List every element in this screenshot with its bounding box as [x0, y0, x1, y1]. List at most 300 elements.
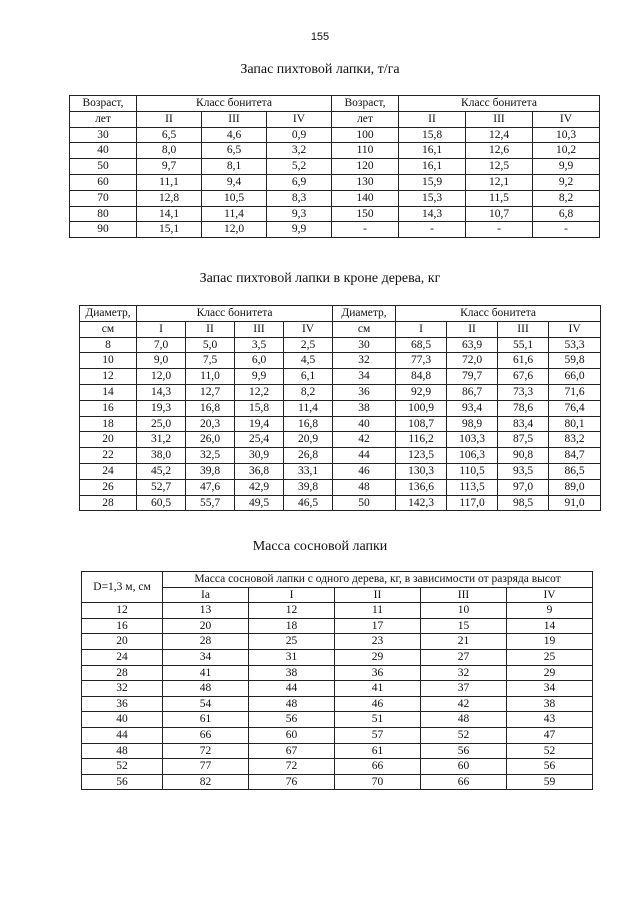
table-cell: 140	[332, 190, 399, 206]
fir-branch-stock-body	[70, 127, 600, 238]
table-row	[70, 127, 600, 143]
table-cell: 59,8	[549, 353, 601, 369]
table-cell: 11,1	[137, 174, 202, 190]
table-cell: 19	[507, 634, 593, 650]
class-header: I	[396, 321, 447, 337]
table-cell: 50	[70, 159, 137, 175]
table-cell: 25,4	[235, 432, 284, 448]
table-1-title: Запас пихтовой лапки, т/га	[240, 62, 400, 77]
table-row	[80, 495, 601, 511]
table-cell: 9,9	[533, 159, 600, 175]
class-header: II	[186, 321, 235, 337]
pine-branch-mass-body	[82, 603, 593, 790]
table-cell: 14	[507, 618, 593, 634]
table-row	[70, 159, 600, 175]
table-cell: 56	[507, 759, 593, 775]
table-cell: 12,0	[137, 369, 186, 385]
diameter-header: D=1,3 м, см	[82, 572, 163, 603]
class-header: Ia	[163, 587, 249, 603]
table-cell: 91,0	[549, 495, 601, 511]
class-header: IV	[507, 587, 593, 603]
table-cell: 60,5	[137, 495, 186, 511]
table-row	[82, 743, 593, 759]
table-cell: 21	[421, 634, 507, 650]
table-cell: 8,2	[533, 190, 600, 206]
class-header: III	[202, 111, 267, 127]
page-number: 155	[310, 31, 330, 43]
table-cell: 67	[249, 743, 335, 759]
table-cell: 61,6	[498, 353, 549, 369]
table-cell: 45,2	[137, 463, 186, 479]
table-cell: 42	[333, 432, 396, 448]
table-cell: 83,2	[549, 432, 601, 448]
table-cell: 113,5	[447, 479, 498, 495]
table-cell: 20,3	[186, 416, 235, 432]
table-cell: 26	[80, 479, 137, 495]
height-class-group-header: Масса сосновой лапки с одного дерева, кг, в зависимости от разряда высот	[163, 572, 593, 588]
table-cell: 20	[82, 634, 163, 650]
table-cell: 40	[333, 416, 396, 432]
class-header: IV	[284, 321, 333, 337]
table-cell: 36	[335, 665, 421, 681]
age-header-right-line1: Возраст,	[332, 96, 399, 112]
table-cell: 30	[70, 127, 137, 143]
table-cell: 14	[80, 384, 137, 400]
table-cell: 9,9	[235, 369, 284, 385]
table-row	[80, 416, 601, 432]
table-row	[82, 681, 593, 697]
table-cell: 14,1	[137, 206, 202, 222]
table-cell: 41	[335, 681, 421, 697]
table-cell: 87,5	[498, 432, 549, 448]
table-cell: 63,9	[447, 337, 498, 353]
table-cell: 7,0	[137, 337, 186, 353]
table-cell: 44	[82, 727, 163, 743]
table-cell: 46,5	[284, 495, 333, 511]
table-cell: 26,0	[186, 432, 235, 448]
table-cell: 31	[249, 649, 335, 665]
class-header: II	[399, 111, 466, 127]
site-class-group-header-right: Класс бонитета	[396, 306, 601, 322]
table-row	[80, 448, 601, 464]
pine-branch-mass-table	[81, 571, 593, 790]
table-cell: 16	[82, 618, 163, 634]
table-cell: 68,5	[396, 337, 447, 353]
table-cell: 13	[163, 603, 249, 619]
table-cell: 3,2	[267, 143, 332, 159]
table-cell: 71,6	[549, 384, 601, 400]
table-row	[80, 353, 601, 369]
table-cell: 117,0	[447, 495, 498, 511]
table-cell: 56	[82, 774, 163, 790]
table-cell: 4,6	[202, 127, 267, 143]
table-cell: 6,8	[533, 206, 600, 222]
table-cell: 38	[507, 696, 593, 712]
table-cell: 54	[163, 696, 249, 712]
table-cell: 76	[249, 774, 335, 790]
table-cell: 44	[249, 681, 335, 697]
table-cell: 12,4	[466, 127, 533, 143]
table-cell: 12	[82, 603, 163, 619]
table-cell: 11,0	[186, 369, 235, 385]
table-cell: 0,9	[267, 127, 332, 143]
table-cell: 42,9	[235, 479, 284, 495]
table-cell: 97,0	[498, 479, 549, 495]
table-cell: 27	[421, 649, 507, 665]
table-cell: 25	[507, 649, 593, 665]
table-cell: 7,5	[186, 353, 235, 369]
table-cell: 8,1	[202, 159, 267, 175]
class-header: IV	[267, 111, 332, 127]
table-cell: 10	[80, 353, 137, 369]
table-cell: 12	[80, 369, 137, 385]
table-cell: 90	[70, 222, 137, 238]
diameter-header-right-line2: см	[333, 321, 396, 337]
table-cell: 34	[507, 681, 593, 697]
table-cell: 12,5	[466, 159, 533, 175]
table-cell: 28	[80, 495, 137, 511]
table-cell: 39,8	[186, 463, 235, 479]
diameter-header-left-line2: см	[80, 321, 137, 337]
table-cell: 78,6	[498, 400, 549, 416]
table-cell: 46	[333, 463, 396, 479]
table-cell: 66	[421, 774, 507, 790]
table-cell: 29	[335, 649, 421, 665]
table-cell: 70	[70, 190, 137, 206]
class-header: IV	[533, 111, 600, 127]
table-2-title: Запас пихтовой лапки в кроне дерева, кг	[199, 271, 441, 286]
table-cell: 120	[332, 159, 399, 175]
class-header: III	[466, 111, 533, 127]
table-cell: 38,0	[137, 448, 186, 464]
table-cell: 130	[332, 174, 399, 190]
table-cell: 76,4	[549, 400, 601, 416]
table-cell: 73,3	[498, 384, 549, 400]
table-cell: 15,3	[399, 190, 466, 206]
table-cell: 32	[421, 665, 507, 681]
table-cell: 36,8	[235, 463, 284, 479]
table-cell: 9	[507, 603, 593, 619]
class-header: II	[447, 321, 498, 337]
table-cell: 106,3	[447, 448, 498, 464]
class-header: III	[498, 321, 549, 337]
table-cell: 6,9	[267, 174, 332, 190]
site-class-group-header-left: Класс бонитета	[137, 96, 332, 112]
table-cell: 48	[249, 696, 335, 712]
table-cell: 80,1	[549, 416, 601, 432]
fir-branch-crown-table	[79, 305, 601, 511]
class-header: II	[335, 587, 421, 603]
table-cell: 34	[333, 369, 396, 385]
table-cell: 61	[335, 743, 421, 759]
table-cell: 60	[70, 174, 137, 190]
table-cell: 19,4	[235, 416, 284, 432]
table-cell: 100,9	[396, 400, 447, 416]
table-row	[82, 727, 593, 743]
table-cell: -	[466, 222, 533, 238]
table-row	[80, 479, 601, 495]
table-cell: 16,8	[186, 400, 235, 416]
table-cell: 52	[507, 743, 593, 759]
table-row	[82, 618, 593, 634]
table-cell: 16,1	[399, 159, 466, 175]
table-cell: 48	[421, 712, 507, 728]
table-cell: 8,2	[284, 384, 333, 400]
table-cell: -	[399, 222, 466, 238]
table-cell: 103,3	[447, 432, 498, 448]
table-cell: 11,4	[202, 206, 267, 222]
table-cell: 56	[421, 743, 507, 759]
table-cell: 12,7	[186, 384, 235, 400]
table-cell: 46	[335, 696, 421, 712]
table-row	[80, 432, 601, 448]
class-header: I	[137, 321, 186, 337]
table-cell: 38	[333, 400, 396, 416]
table-cell: 36	[82, 696, 163, 712]
table-cell: 15,9	[399, 174, 466, 190]
table-cell: 51	[335, 712, 421, 728]
table-cell: 77,3	[396, 353, 447, 369]
table-cell: 28	[82, 665, 163, 681]
table-cell: 25,0	[137, 416, 186, 432]
table-cell: 10,3	[533, 127, 600, 143]
table-cell: 24	[80, 463, 137, 479]
table-cell: 10	[421, 603, 507, 619]
table-cell: 9,7	[137, 159, 202, 175]
table-cell: 11,5	[466, 190, 533, 206]
table-cell: 44	[333, 448, 396, 464]
table-cell: 40	[82, 712, 163, 728]
table-cell: 15,8	[399, 127, 466, 143]
table-cell: 11,4	[284, 400, 333, 416]
table-row	[82, 759, 593, 775]
table-cell: 10,5	[202, 190, 267, 206]
table-cell: 16	[80, 400, 137, 416]
table-cell: 17	[335, 618, 421, 634]
table-cell: 5,0	[186, 337, 235, 353]
diameter-header-right-line1: Диаметр,	[333, 306, 396, 322]
table-cell: 52	[421, 727, 507, 743]
table-cell: 48	[82, 743, 163, 759]
table-3-title: Масса сосновой лапки	[252, 539, 388, 554]
table-cell: 72	[163, 743, 249, 759]
table-cell: 18	[249, 618, 335, 634]
table-cell: 38	[249, 665, 335, 681]
table-cell: 20,9	[284, 432, 333, 448]
table-cell: 55,1	[498, 337, 549, 353]
table-row	[80, 337, 601, 353]
table-cell: 32	[82, 681, 163, 697]
table-cell: 67,6	[498, 369, 549, 385]
fir-branch-crown-body	[80, 337, 601, 511]
table-cell: 12	[249, 603, 335, 619]
table-cell: 15,8	[235, 400, 284, 416]
table-cell: 59	[507, 774, 593, 790]
table-row	[80, 369, 601, 385]
table-cell: 47	[507, 727, 593, 743]
class-header: II	[137, 111, 202, 127]
table-cell: 3,5	[235, 337, 284, 353]
table-cell: 43	[507, 712, 593, 728]
age-header-left-line1: Возраст,	[70, 96, 137, 112]
class-header: III	[421, 587, 507, 603]
class-header: IV	[549, 321, 601, 337]
table-row	[80, 463, 601, 479]
table-cell: 66	[163, 727, 249, 743]
table-cell: 32	[333, 353, 396, 369]
table-row	[70, 206, 600, 222]
table-cell: 66,0	[549, 369, 601, 385]
table-row	[70, 222, 600, 238]
table-cell: 11	[335, 603, 421, 619]
table-cell: 9,2	[533, 174, 600, 190]
table-cell: 82	[163, 774, 249, 790]
table-cell: 42	[421, 696, 507, 712]
table-cell: 12,1	[466, 174, 533, 190]
table-cell: 19,3	[137, 400, 186, 416]
table-row	[82, 665, 593, 681]
table-cell: 55,7	[186, 495, 235, 511]
table-cell: 77	[163, 759, 249, 775]
table-cell: 98,9	[447, 416, 498, 432]
table-cell: 15	[421, 618, 507, 634]
table-cell: -	[533, 222, 600, 238]
table-cell: 136,6	[396, 479, 447, 495]
table-cell: 60	[249, 727, 335, 743]
table-cell: 30	[333, 337, 396, 353]
table-row	[82, 696, 593, 712]
table-cell: 41	[163, 665, 249, 681]
table-row	[82, 634, 593, 650]
table-cell: 9,3	[267, 206, 332, 222]
table-cell: 23	[335, 634, 421, 650]
table-row	[82, 774, 593, 790]
table-cell: 92,9	[396, 384, 447, 400]
table-cell: 83,4	[498, 416, 549, 432]
table-cell: 53,3	[549, 337, 601, 353]
table-cell: 33,1	[284, 463, 333, 479]
table-cell: 79,7	[447, 369, 498, 385]
diameter-header-left-line1: Диаметр,	[80, 306, 137, 322]
table-cell: 9,4	[202, 174, 267, 190]
table-cell: 20	[163, 618, 249, 634]
table-cell: 116,2	[396, 432, 447, 448]
table-cell: 93,5	[498, 463, 549, 479]
fir-branch-stock-table	[69, 95, 600, 238]
table-row	[82, 649, 593, 665]
table-cell: 8	[80, 337, 137, 353]
table-cell: 123,5	[396, 448, 447, 464]
table-cell: 70	[335, 774, 421, 790]
table-cell: 15,1	[137, 222, 202, 238]
site-class-group-header-left: Класс бонитета	[137, 306, 333, 322]
table-row	[80, 400, 601, 416]
table-cell: 26,8	[284, 448, 333, 464]
table-cell: 10,2	[533, 143, 600, 159]
table-cell: 39,8	[284, 479, 333, 495]
table-cell: 93,4	[447, 400, 498, 416]
table-cell: 8,0	[137, 143, 202, 159]
table-row	[70, 174, 600, 190]
table-cell: 110	[332, 143, 399, 159]
table-cell: 90,8	[498, 448, 549, 464]
table-cell: 52,7	[137, 479, 186, 495]
table-cell: 12,2	[235, 384, 284, 400]
table-cell: 14,3	[137, 384, 186, 400]
table-cell: 47,6	[186, 479, 235, 495]
table-cell: 61	[163, 712, 249, 728]
table-cell: 6,5	[202, 143, 267, 159]
table-cell: 84,7	[549, 448, 601, 464]
class-header: III	[235, 321, 284, 337]
age-header-right-line2: лет	[332, 111, 399, 127]
table-cell: 31,2	[137, 432, 186, 448]
table-cell: 98,5	[498, 495, 549, 511]
table-cell: 57	[335, 727, 421, 743]
table-cell: 6,5	[137, 127, 202, 143]
table-cell: 48	[333, 479, 396, 495]
table-cell: 34	[163, 649, 249, 665]
table-cell: 150	[332, 206, 399, 222]
table-cell: 60	[421, 759, 507, 775]
table-cell: 48	[163, 681, 249, 697]
table-cell: 80	[70, 206, 137, 222]
table-cell: 16,8	[284, 416, 333, 432]
age-header-left-line2: лет	[70, 111, 137, 127]
table-cell: 130,3	[396, 463, 447, 479]
table-cell: 16,1	[399, 143, 466, 159]
table-row	[82, 603, 593, 619]
table-cell: 20	[80, 432, 137, 448]
table-cell: 18	[80, 416, 137, 432]
table-cell: 52	[82, 759, 163, 775]
table-cell: 14,3	[399, 206, 466, 222]
table-cell: 5,2	[267, 159, 332, 175]
table-cell: 9,9	[267, 222, 332, 238]
table-cell: 6,0	[235, 353, 284, 369]
table-cell: 110,5	[447, 463, 498, 479]
table-cell: 56	[249, 712, 335, 728]
table-cell: 6,1	[284, 369, 333, 385]
class-header: I	[249, 587, 335, 603]
table-row	[80, 384, 601, 400]
table-cell: 25	[249, 634, 335, 650]
table-cell: 2,5	[284, 337, 333, 353]
table-cell: 100	[332, 127, 399, 143]
table-cell: 72	[249, 759, 335, 775]
table-cell: 36	[333, 384, 396, 400]
table-cell: 142,3	[396, 495, 447, 511]
table-cell: 32,5	[186, 448, 235, 464]
table-cell: -	[332, 222, 399, 238]
table-cell: 12,6	[466, 143, 533, 159]
table-cell: 4,5	[284, 353, 333, 369]
table-cell: 28	[163, 634, 249, 650]
table-cell: 86,7	[447, 384, 498, 400]
table-cell: 9,0	[137, 353, 186, 369]
table-cell: 8,3	[267, 190, 332, 206]
table-cell: 84,8	[396, 369, 447, 385]
table-cell: 24	[82, 649, 163, 665]
table-row	[70, 143, 600, 159]
table-cell: 50	[333, 495, 396, 511]
table-cell: 40	[70, 143, 137, 159]
table-cell: 86,5	[549, 463, 601, 479]
table-cell: 12,0	[202, 222, 267, 238]
table-cell: 10,7	[466, 206, 533, 222]
table-cell: 66	[335, 759, 421, 775]
table-row	[70, 190, 600, 206]
